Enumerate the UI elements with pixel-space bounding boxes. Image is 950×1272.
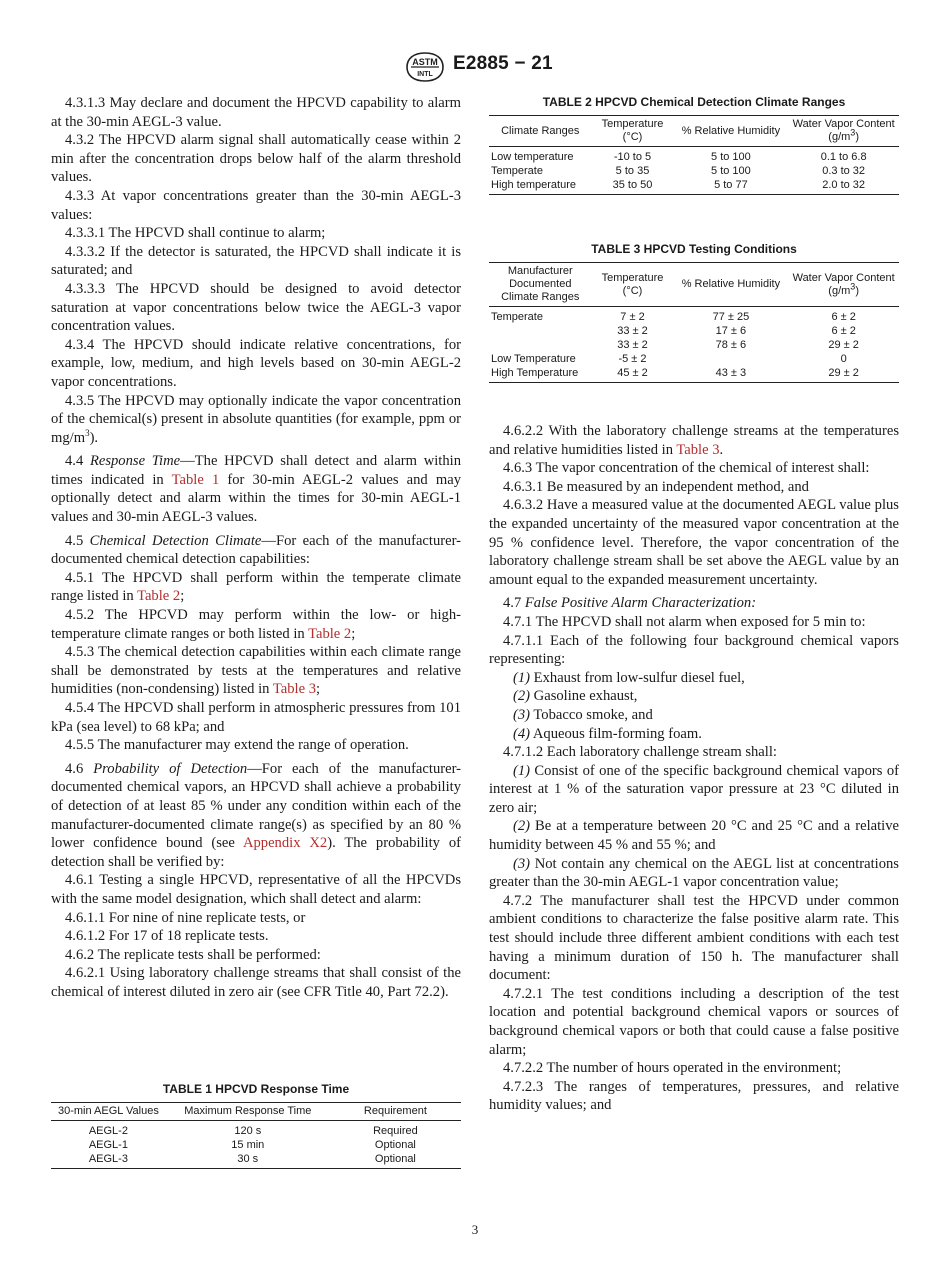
- column-header: % Relative Humidity: [674, 116, 789, 147]
- table-row: [489, 164, 899, 178]
- table-cell: Required: [373, 1125, 418, 1137]
- list-item: (3) Not contain any chemical on the AEGL list at concentrations greater than the 30-min AEGL-1 vapor concentration value;: [489, 855, 899, 891]
- column-header: 30-min AEGL Values: [51, 1103, 166, 1121]
- paragraph: 4.7.1.2 Each laboratory challenge stream shall:: [503, 744, 777, 761]
- table-cell: [489, 324, 592, 338]
- table-cell: Low Temperature: [491, 353, 576, 365]
- list-item: (1) Consist of one of the specific background chemical vapors of interest at 1 % of the saturation vapor pressure at 23 °C diluted in zero air;: [489, 762, 899, 816]
- paragraph: 4.5 Chemical Detection Climate—For each of the manufacturer-documented chemical detection capabilities:: [51, 532, 462, 568]
- paragraph: 4.5.2 The HPCVD may perform within the low- or high-temperature climate ranges or both listed in Table 2;: [51, 607, 461, 642]
- table-row: [489, 366, 899, 383]
- right-column: [489, 422, 899, 1115]
- svg-text:INTL: INTL: [417, 71, 433, 78]
- paragraph: 4.3.4 The HPCVD should indicate relative concentrations, for example, low, medium, and high levels based on 30-min AEGL-2 vapor concentrations.: [51, 336, 461, 390]
- table-cell: 0.1 to 6.8: [820, 151, 867, 163]
- paragraph: 4.6.1 Testing a single HPCVD, representative of all the HPCVDs with the same model designation, which shall detect and alarm:: [51, 872, 461, 907]
- table-cell: 77 ± 25: [712, 311, 750, 323]
- list-item: (3) Tobacco smoke, and: [513, 706, 653, 723]
- table-cell: 35 to 50: [592, 178, 674, 195]
- paragraph: 4.7.2.3 The ranges of temperatures, pressures, and relative humidity values; and: [489, 1078, 899, 1114]
- table-cell: 15 min: [231, 1139, 265, 1151]
- paragraph: 4.3.1.3 May declare and document the HPCVD capability to alarm at the 30-min AEGL-3 value.: [51, 95, 461, 130]
- paragraph: 4.7 False Positive Alarm Characterization:: [503, 595, 757, 612]
- table-cell: High temperature: [489, 178, 592, 195]
- page-header: [0, 52, 950, 86]
- table-cell: 43 ± 3: [674, 366, 789, 383]
- table-cell: Optional: [330, 1152, 461, 1169]
- table-cell: -10 to 5: [613, 151, 652, 163]
- paragraph: 4.6.2.1 Using laboratory challenge streams that shall consist of the chemical of interest diluted in zero air (see CFR Title 40, Part 72.2).: [51, 965, 461, 1000]
- table-cell: Temperate: [491, 165, 543, 177]
- standard-designation: E2885 − 21: [453, 53, 553, 74]
- table-body: [489, 307, 899, 383]
- column-header: Requirement: [330, 1103, 461, 1121]
- paragraph: 4.5.1 The HPCVD shall perform within the temperate climate range listed in Table 2;: [51, 569, 461, 605]
- table-cell: 29 ± 2: [788, 366, 899, 383]
- table-row: [489, 178, 899, 195]
- table-cell: 5 to 77: [674, 178, 789, 195]
- table-cell: 0: [840, 353, 847, 365]
- paragraph: 4.5.5 The manufacturer may extend the range of operation.: [65, 737, 409, 754]
- table-3: [489, 242, 899, 383]
- table-cell: 5 to 100: [711, 151, 751, 163]
- paragraph: 4.7.1.1 Each of the following four background chemical vapors representing:: [489, 632, 899, 668]
- table-cell: [674, 352, 789, 366]
- table-cell: AEGL-3: [51, 1152, 166, 1169]
- paragraph: 4.6.3 The vapor concentration of the chemical of interest shall:: [503, 460, 870, 477]
- column-header: Temperature (°C): [592, 263, 674, 307]
- table-cell: 120 s: [234, 1125, 262, 1137]
- table-row: [51, 1121, 461, 1139]
- paragraph: 4.3.3.3 The HPCVD should be designed to avoid detector saturation at vapor concentrations below twice the AEGL-3 vapor concentration values.: [51, 280, 461, 335]
- table-body: [51, 1121, 461, 1169]
- paragraph: 4.6.1.1 For nine of nine replicate tests, or: [65, 909, 306, 926]
- table-cell: 2.0 to 32: [788, 178, 899, 195]
- table-2: [489, 95, 899, 195]
- paragraph: 4.6.1.2 For 17 of 18 replicate tests.: [65, 928, 269, 945]
- column-header: % Relative Humidity: [674, 263, 789, 307]
- svg-text:ASTM: ASTM: [412, 57, 438, 67]
- table-cell: 6 ± 2: [831, 311, 856, 323]
- table-body: [489, 147, 899, 195]
- table-cell: 5 to 35: [615, 165, 650, 177]
- paragraph: 4.6.2 The replicate tests shall be performed:: [65, 946, 321, 963]
- table-cell: AEGL-1: [88, 1139, 128, 1151]
- list-item: (2) Gasoline exhaust,: [513, 688, 638, 705]
- paragraph: 4.3.5 The HPCVD may optionally indicate the vapor concentration of the chemical(s) present in absolute quantities (for example, ppm or $mg/m^3$).: [51, 392, 461, 446]
- table-cell: AEGL-2: [88, 1125, 128, 1137]
- paragraph: 4.3.3 At vapor concentrations greater than the 30-min AEGL-3 values:: [51, 187, 461, 223]
- table-row: [489, 307, 899, 325]
- column-header: Water Vapor Content $(g/m^3)$: [788, 263, 899, 307]
- paragraph: 4.4 Response Time—The HPCVD shall detect and alarm within times indicated in Table 1 for 30-min AEGL-2 values and may optionally detect and alarm within the times for 30-min AEGL-1 values and 30-min AEGL-3 values.: [51, 453, 462, 526]
- column-header: Manufacturer Documented Climate Ranges: [489, 263, 592, 307]
- column-header: Temperature (°C): [592, 116, 674, 147]
- table-cell: 17 ± 6: [715, 325, 747, 337]
- paragraph: 4.3.3.2 If the detector is saturated, the HPCVD shall indicate it is saturated; and: [51, 243, 461, 279]
- paragraph: 4.6.3.2 Have a measured value at the documented AEGL value plus the expanded uncertainty of the measured vapor concentration at the 95 % confidence level. Therefore, the vapor concentration of the laboratory challenge stream shall be set above the AEGL value by an amount equal to the expanded measurement uncertainty.: [489, 497, 899, 588]
- paragraph: 4.7.2.1 The test conditions including a description of the test location and potential background chemical vapors or sources of background chemical vapors or both that could cause a false positive alarm;: [489, 985, 899, 1058]
- paragraph: 4.7.2 The manufacturer shall test the HPCVD under common ambient conditions to characterize the false positive alarm rate. This test should include three different ambient conditions with each test having a minimum duration of 150 h. The manufacturer shall document:: [489, 892, 899, 984]
- table-cell: 7 ± 2: [620, 311, 645, 323]
- table-cell: 6 ± 2: [831, 325, 856, 337]
- paragraph: 4.7.1 The HPCVD shall not alarm when exposed for 5 min to:: [503, 613, 866, 630]
- left-column: [51, 94, 461, 1002]
- page-number: 3: [471, 1222, 479, 1237]
- column-header: Water Vapor Content $(g/m^3)$: [788, 116, 899, 147]
- list-item: (2) Be at a temperature between 20 °C and 25 °C and a relative humidity between 45 % and 55 %; and: [489, 818, 899, 854]
- table-cell: 33 ± 2: [617, 325, 648, 337]
- table-row: [489, 147, 899, 165]
- table-row: [489, 352, 899, 366]
- table-cell: 30 s: [166, 1152, 330, 1169]
- column-header: Maximum Response Time: [166, 1103, 330, 1121]
- list-item: (1) Exhaust from low-sulfur diesel fuel,: [513, 669, 745, 686]
- paragraph: 4.5.3 The chemical detection capabilities within each climate range shall be demonstrated by tests at the temperatures and relative humidities (non-condensing) listed in Table 3;: [51, 644, 461, 698]
- paragraph: 4.7.2.2 The number of hours operated in the environment;: [503, 1060, 842, 1077]
- paragraph: 4.3.3.1 The HPCVD shall continue to alarm;: [65, 225, 326, 242]
- table-cell: High Temperature: [489, 366, 592, 383]
- table-cell: -5 ± 2: [618, 353, 647, 365]
- paragraph: 4.6 Probability of Detection—For each of the manufacturer-documented chemical vapors, an HPCVD shall achieve a probability of detection of at least 85 % under any condition within each of the manufacturer-documented climate range(s) as specified by an 80 % lower confidence bound (see Appendix X2). The probability of detection shall be verified by:: [51, 760, 462, 870]
- table-row: [51, 1138, 461, 1152]
- paragraph: 4.6.3.1 Be measured by an independent method, and: [503, 478, 809, 495]
- table-cell: 29 ± 2: [828, 339, 859, 351]
- table-cell: Temperate: [491, 311, 543, 323]
- astm-logo-icon: [405, 52, 445, 82]
- table-row: [489, 324, 899, 338]
- list-item: (4) Aqueous film-forming foam.: [513, 725, 702, 742]
- table-cell: Optional: [374, 1139, 416, 1151]
- table-cell: 5 to 100: [711, 165, 751, 177]
- table-cell: 33 ± 2: [617, 339, 648, 351]
- column-header: Climate Ranges: [489, 116, 592, 147]
- table-cell: 0.3 to 32: [822, 165, 866, 177]
- table-cell: 78 ± 6: [715, 339, 747, 351]
- paragraph: 4.6.2.2 With the laboratory challenge streams at the temperatures and relative humidities listed in Table 3.: [489, 423, 899, 458]
- table-caption: TABLE 3 HPCVD Testing Conditions: [591, 242, 797, 256]
- table-caption: TABLE 2 HPCVD Chemical Detection Climate Ranges: [542, 95, 846, 109]
- table-cell: [489, 338, 592, 352]
- table-caption: TABLE 1 HPCVD Response Time: [162, 1082, 350, 1096]
- paragraph: 4.5.4 The HPCVD shall perform in atmospheric pressures from 101 kPa (sea level) to 68 kPa; and: [51, 700, 461, 735]
- paragraph: 4.3.2 The HPCVD alarm signal shall automatically cease within 2 min after the concentration drops below half of the alarm threshold values.: [51, 132, 461, 186]
- table-1: [51, 1082, 461, 1169]
- table-row: [51, 1152, 461, 1169]
- table-cell: Low temperature: [491, 151, 574, 163]
- table-cell: 45 ± 2: [592, 366, 674, 383]
- table-row: [489, 338, 899, 352]
